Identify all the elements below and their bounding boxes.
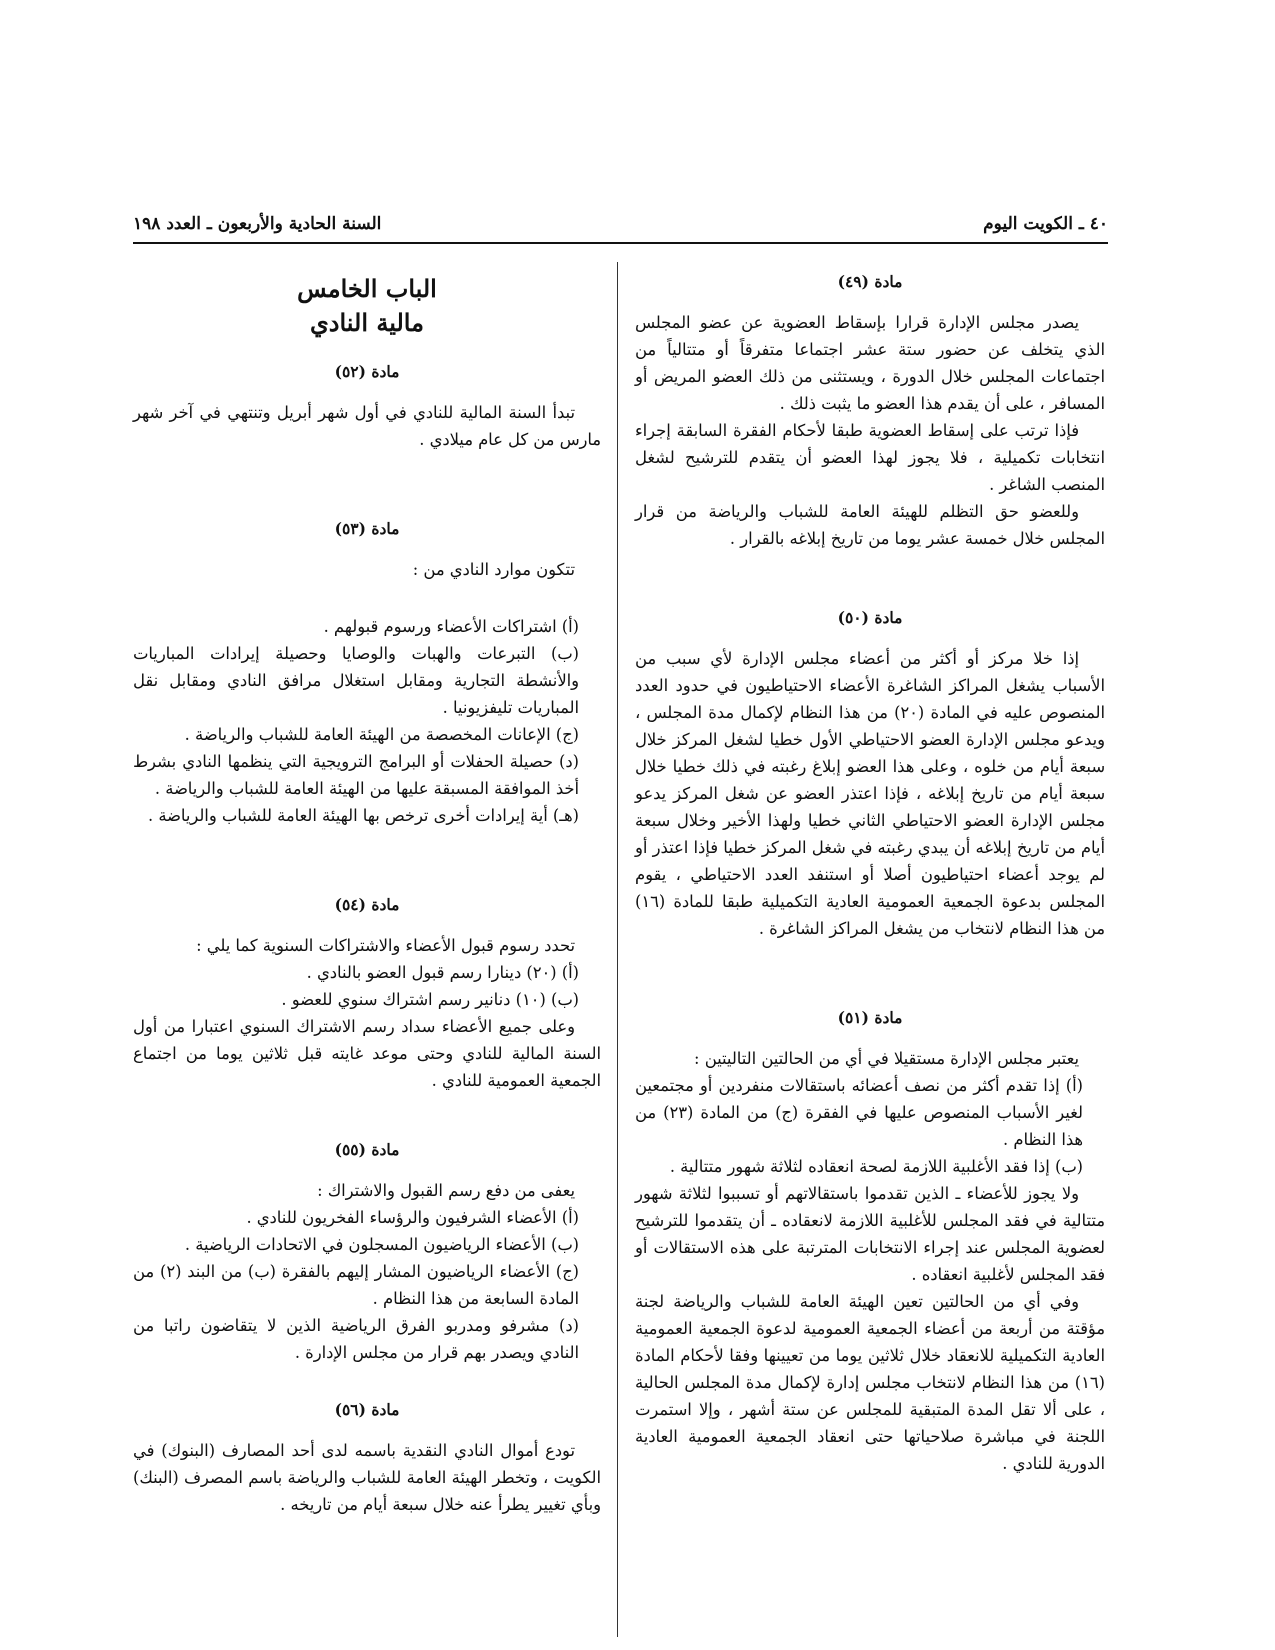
article-51-title: مادة (٥١) [837,1008,903,1027]
article-53-item-b: (ب) التبرعات والهبات والوصايا وحصيلة إيرادات المباريات والأنشطة التجارية ومقابل استغلال مرافق النادي ومقابل نقل المباريات تليفزيونيا . [133,644,579,717]
article-51-paragraph-2: ولا يجوز للأعضاء ـ الذين تقدموا باستقالاتهم أو تسببوا لثلاثة شهور متتالية في فقد المجلس للأغلبية اللازمة لانعقاده ـ أن يتقدموا للترشيح لعضوية المجلس عند إجراء الانتخابات المترتبة على هذه الاستقالات أو فقد المجلس لأغلبية انعقاده . [635,1184,1105,1284]
chapter-subtitle: مالية النادي [310,308,424,337]
article-51-intro: يعتبر مجلس الإدارة مستقيلا في أي من الحالتين التاليتين : [694,1049,1079,1068]
column-divider [617,262,618,1637]
article-52-title: مادة (٥٢) [334,362,400,381]
article-50-paragraph-1: إذا خلا مركز أو أكثر من أعضاء مجلس الإدارة لأي سبب من الأسباب يشغل المراكز الشاغرة الأعضاء الاحتياطيون في حدود العدد المنصوص عليه في المادة (٢٠) من هذا النظام لإكمال مدة المجلس ، ويدعو مجلس الإدارة العضو الاحتياطي الأول خطيا لشغل المركز خلال سبعة أيام من خلوه ، وعلى هذا العضو إبلاغ رغبته في ذلك خطيا خلال سبعة أيام من تاريخ إبلاغه ، فإذا اعتذر العضو عن شغل المركز يدعو مجلس الإدارة العضو الاحتياطي الثاني خطيا ولهذا الأخير وخلال سبعة أيام من تاريخ إبلاغه أن يبدي رغبته في شغل المركز خطيا فإذا اعتذر أو لم يوجد أعضاء احتياطيون أصلا أو استنفد العدد الاحتياطي ، يقوم المجلس بدعوة الجمعية العمومية العادية التكميلية طبقا للمادة (١٦) من هذا النظام لانتخاب من يشغل المراكز الشاغرة . [635,649,1105,938]
article-53-item-e: (هـ) أية إيرادات أخرى ترخص بها الهيئة العامة للشباب والرياضة . [147,806,579,825]
article-52-paragraph-1: تبدأ السنة المالية للنادي في أول شهر أبريل وتنتهي في آخر شهر مارس من كل عام ميلادي . [133,403,601,449]
article-55-intro: يعفى من دفع رسم القبول والاشتراك : [317,1181,575,1200]
article-51-item-b: (ب) إذا فقد الأغلبية اللازمة لصحة انعقاده لثلاثة شهور متتالية . [669,1157,1083,1176]
chapter-title: الباب الخامس [297,274,437,303]
article-54-title: مادة (٥٤) [334,895,400,914]
article-55-item-c: (ج) الأعضاء الرياضيون المشار إليهم بالفقرة (ب) من البند (٢) من المادة السابعة من هذا النظام . [133,1262,579,1308]
article-53-item-d: (د) حصيلة الحفلات أو البرامج الترويجية التي ينظمها النادي بشرط أخذ الموافقة المسبقة عليها من الهيئة العامة للشباب والرياضة . [133,752,579,798]
article-49-paragraph-2: فإذا ترتب على إسقاط العضوية طبقا لأحكام الفقرة السابقة إجراء انتخابات تكميلية ، فلا يجوز لهذا العضو أن يتقدم للترشيح لشغل المنصب الشاغر . [635,421,1105,494]
article-53-intro: تتكون موارد النادي من : [412,560,575,579]
page-header [133,212,1108,244]
article-53-item-c: (ج) الإعانات المخصصة من الهيئة العامة للشباب والرياضة . [184,725,579,744]
article-49-paragraph-1: يصدر مجلس الإدارة قرارا بإسقاط العضوية عن عضو المجلس الذي يتخلف عن حضور ستة عشر اجتماعا متفرقاً أو متتالياً من اجتماعات المجلس خلال الدورة ، ويستثنى من ذلك العضو المريض أو المسافر ، على أن يقدم هذا العضو ما يثبت ذلك . [635,313,1105,413]
article-54-intro: تحدد رسوم قبول الأعضاء والاشتراكات السنوية كما يلي : [196,936,575,955]
article-56-title: مادة (٥٦) [334,1400,400,1419]
article-54-item-b: (ب) (١٠) دنانير رسم اشتراك سنوي للعضو . [281,990,579,1009]
page-number-title: ٤٠ ـ الكويت اليوم [983,214,1108,234]
article-54-paragraph-2: وعلى جميع الأعضاء سداد رسم الاشتراك السنوي اعتبارا من أول السنة المالية للنادي وحتى موعد غايته قبل ثلاثين يوما من اجتماع الجمعية العمومية للنادي . [133,1017,601,1090]
article-51-item-a: (أ) إذا تقدم أكثر من نصف أعضائه باستقالات منفردين أو مجتمعين لغير الأسباب المنصوص عليها في الفقرة (ج) من المادة (٢٣) من هذا النظام . [635,1076,1083,1149]
article-50-title: مادة (٥٠) [837,608,903,627]
article-49-title: مادة (٤٩) [837,272,903,291]
issue-info: السنة الحادية والأربعون ـ العدد ١٩٨ [133,214,382,234]
article-55-title: مادة (٥٥) [334,1140,400,1159]
article-55-item-d: (د) مشرفو ومدربو الفرق الرياضية الذين لا يتقاضون راتبا من النادي ويصدر بهم قرار من مجلس الإدارة . [133,1316,579,1362]
right-column [635,268,1105,1477]
article-51-paragraph-3: وفي أي من الحالتين تعين الهيئة العامة للشباب والرياضة لجنة مؤقتة من أربعة من أعضاء الجمعية العمومية لدعوة الجمعية العمومية العادية التكميلية للانعقاد خلال ثلاثين يوما من تعيينها وفقا لأحكام المادة (١٦) من هذا النظام لانتخاب مجلس إدارة لإكمال مدة المجلس الحالية ، على ألا تقل المدة المتبقية للمجلس عن ستة أشهر ، وإلا استمرت اللجنة في مباشرة صلاحياتها حتى انعقاد الجمعية العمومية العادية الدورية للنادي . [635,1292,1105,1473]
article-55-item-a: (أ) الأعضاء الشرفيون والرؤساء الفخريون للنادي . [246,1208,579,1227]
article-53-title: مادة (٥٣) [334,519,400,538]
article-49-paragraph-3: وللعضو حق التظلم للهيئة العامة للشباب والرياضة من قرار المجلس خلال خمسة عشر يوما من تاريخ إبلاغه بالقرار . [635,502,1105,548]
article-54-item-a: (أ) (٢٠) دينارا رسم قبول العضو بالنادي . [306,963,579,982]
article-56-paragraph-1: تودع أموال النادي النقدية باسمه لدى أحد المصارف (البنوك) في الكويت ، وتخطر الهيئة العامة للشباب والرياضة باسم المصرف (البنك) وبأي تغيير يطرأ عنه خلال سبعة أيام من تاريخه . [133,1441,601,1514]
left-column [133,268,601,1518]
article-55-item-b: (ب) الأعضاء الرياضيون المسجلون في الاتحادات الرياضية . [184,1235,579,1254]
article-53-item-a: (أ) اشتراكات الأعضاء ورسوم قبولهم . [323,617,579,636]
